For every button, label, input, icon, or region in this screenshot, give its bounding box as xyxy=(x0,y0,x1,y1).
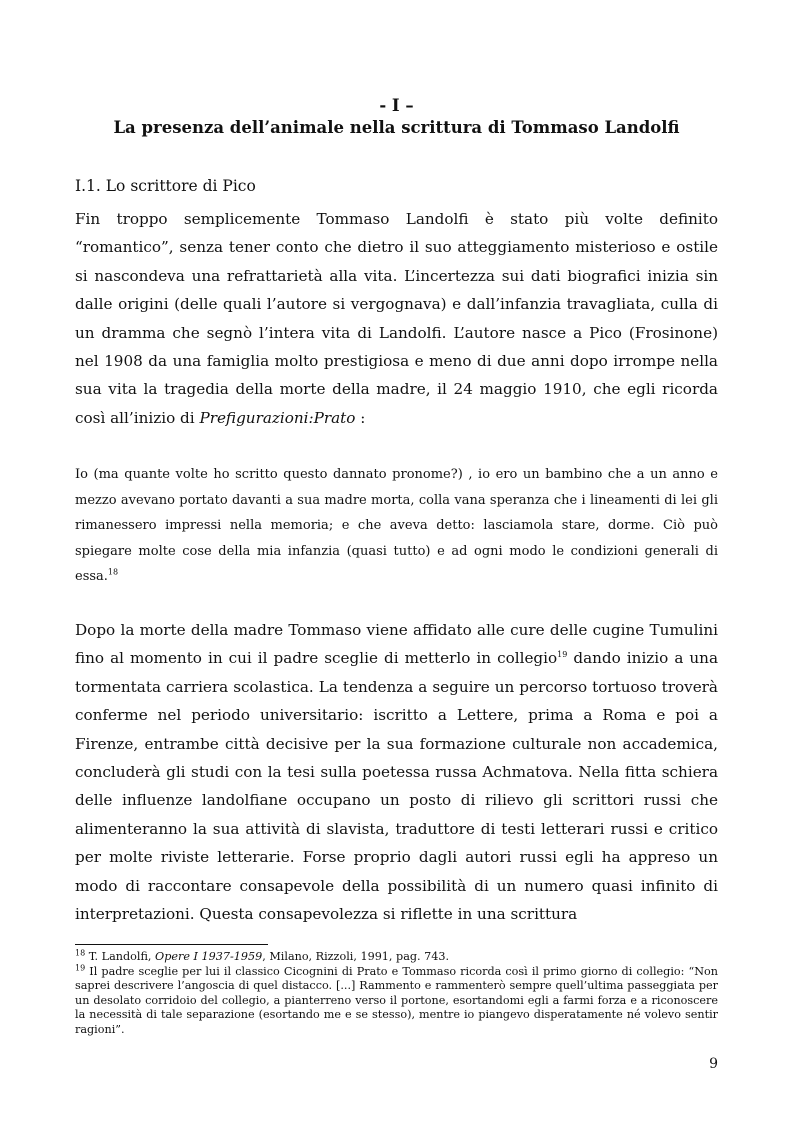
quote-text: Io (ma quante volte ho scritto questo dannato pronome?) , io ero un bambino che a un anno e mezzo avevano portato davanti a sua madre morta, colla vana speranza che i lineamenti di lei gli rimanessero impressi nella memoria; e che aveva detto: lasciamola stare, dorme. Ciò può spiegare molte cose della mia infanzia (quasi tutto) e ad ogni modo le condizioni generali di essa. xyxy=(75,467,718,584)
footnote-18 xyxy=(75,950,718,965)
footnote-19-text: Il padre sceglie per lui il classico Cicognini di Prato e Tommaso ricorda così il primo giorno di collegio: “Non saprei descrivere l’angoscia di quel distacco. [...] Rammento e rammenterò sempre quell’ultima passeggiata per un desolato corridoio del collegio, a pianterreno verso il portone, esortandomi egli a farmi forza e a riconoscere la necessità di tale separazione (esortando me e se stesso), mentre io piangevo disperatamente né volevo sentir ragioni”. xyxy=(75,964,718,1036)
chapter-title: La presenza dell’animale nella scrittura di Tommaso Landolfi xyxy=(113,118,680,137)
footnote-18-work: Opere I 1937-1959 xyxy=(155,950,263,963)
body-paragraph-1 xyxy=(75,205,718,432)
paragraph-2-text-a: Dopo la morte della madre Tommaso viene affidato alle cure delle cugine Tumulini fino al momento in cui il padre sceglie di metterlo in collegio xyxy=(75,621,718,668)
footnote-divider xyxy=(75,944,268,945)
footnotes xyxy=(75,950,718,1038)
block-quote xyxy=(75,462,718,590)
section-title: I.1. Lo scrittore di Pico xyxy=(75,177,256,195)
work-title: Prefigurazioni:Prato xyxy=(199,408,356,427)
footnote-19-number: 19 xyxy=(75,962,86,972)
footnote-18-number: 18 xyxy=(75,948,86,958)
footnote-19 xyxy=(75,962,718,1038)
footnote-ref-19[interactable]: 19 xyxy=(557,650,568,660)
page-number: 9 xyxy=(709,1056,718,1072)
chapter-number: - I – xyxy=(379,96,414,115)
footnote-18-text-b: , Milano, Rizzoli, 1991, pag. 743. xyxy=(262,950,450,963)
paragraph-1-end: : xyxy=(355,408,366,427)
body-paragraph-2 xyxy=(75,616,718,928)
paragraph-1-text: Fin troppo semplicemente Tommaso Landolfi è stato più volte definito “romantico”, senza tener conto che dietro il suo atteggiamento misterioso e ostile si nascondeva una refrattarietà alla vita. L’incertezza sui dati biografici inizia sin dalle origini (delle quali l’autore si vergognava) e dall’infanzia travagliata, culla di un dramma che segnò l’intera vita di Landolfi. L’autore nasce a Pico (Frosinone) nel 1908 da una famiglia molto prestigiosa e meno di due anni dopo irrompe nella sua vita la tragedia della morte della madre, il 24 maggio 1910, che egli ricorda così all’inizio di xyxy=(75,210,718,427)
footnote-18-text-a: T. Landolfi, xyxy=(85,950,156,963)
paragraph-2-text-b: dando inizio a una tormentata carriera scolastica. La tendenza a seguire un percorso tortuoso troverà conferme nel periodo universitario: iscritto a Lettere, prima a Roma e poi a Firenze, entrambe città decisive per la sua formazione culturale non accademica, concluderà gli studi con la tesi sulla poetessa russa Achmatova. Nella fitta schiera delle influenze landolfiane occupano un posto di rilievo gli scrittori russi che alimenteranno la sua attività di slavista, traduttore di testi letterari russi e critico per molte riviste letterarie. Forse proprio dagli autori russi egli ha appreso un modo di raccontare consapevole della possibilità di un numero quasi infinito di interpretazioni. Questa consapevolezza si riflette in una scrittura xyxy=(75,649,719,924)
footnote-ref-18[interactable]: 18 xyxy=(107,567,119,577)
